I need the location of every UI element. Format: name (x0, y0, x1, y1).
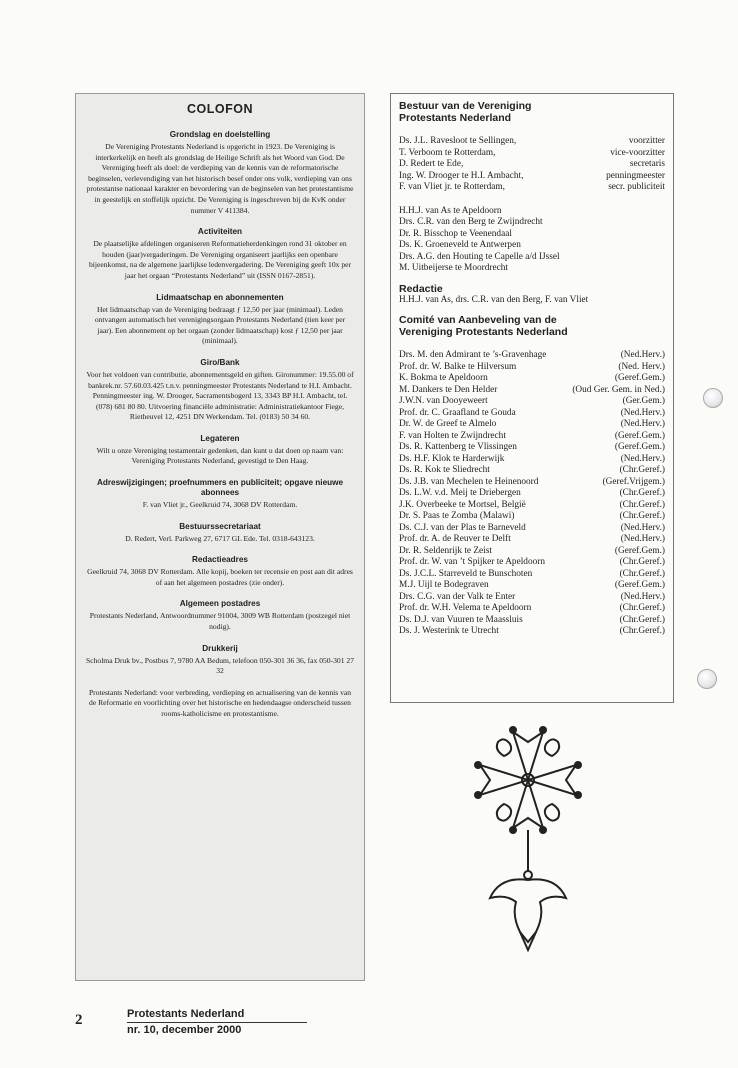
comite-row (399, 580, 665, 592)
member-item: Ds. K. Groeneveld te Antwerpen (399, 240, 521, 250)
comite-row (399, 350, 665, 362)
colofon-section (86, 522, 354, 545)
comite-church: (Chr.Geref.) (619, 499, 665, 510)
spacer (399, 194, 665, 206)
comite-church: (Ger.Gem.) (622, 396, 665, 406)
comite-row (399, 488, 665, 500)
member-item: H.H.J. van As te Apeldoorn (399, 205, 502, 216)
officer-row (399, 171, 665, 183)
comite-row (399, 557, 665, 569)
comite-church: (Geref.Gem.) (614, 580, 665, 590)
section-heading: Grondslag en doelstelling (169, 130, 271, 139)
comite-church: (Geref.Gem.) (614, 430, 665, 441)
members-list (399, 206, 665, 275)
section-text: De plaatselijke afdelingen organiseren Reformatieherdenkingen rond 31 oktober en houden (jaar)vergaderingen. De Vereniging organiseert jaarlijks een openbare bijeenkomst, na de algemene jaarlijkse ledenvergadering. De Vereniging geeft 10x per jaar het orgaan “Protestants Nederland” uit (ISSN 0167-2851). (88, 239, 352, 280)
officer-row (399, 136, 665, 148)
comite-church: (Ned.Herv.) (620, 534, 665, 544)
section-text: D. Redert, Verl. Parkweg 27, 6717 GL Ede. Tel. 0318-643123. (125, 533, 315, 543)
comite-row (399, 385, 665, 397)
officer-role: voorzitter (628, 136, 665, 146)
comite-name: Prof. dr. C. Graafland te Gouda (399, 407, 516, 418)
member-item: M. Uitbeijerse te Moordrecht (399, 263, 508, 273)
officer-role: secretaris (629, 159, 665, 169)
member-item: Drs. C.R. van den Berg te Zwijndrecht (399, 217, 543, 227)
redactie-heading: Redactie (399, 282, 443, 295)
officer-role: penningmeester (606, 170, 665, 181)
section-heading: Legateren (200, 433, 240, 443)
comite-name: F. van Holten te Zwijndrecht (399, 430, 506, 441)
comite-row (399, 373, 665, 385)
comite-church: (Geref.Gem.) (614, 545, 665, 556)
section-heading: Bestuurssecretariaat (179, 521, 261, 531)
comite-row (399, 362, 665, 374)
section-text: F. van Vliet jr., Geelkruid 74, 3068 DV Rotterdam. (142, 500, 298, 510)
comite-row (399, 465, 665, 477)
board-title-line1: Bestuur van de Vereniging (399, 100, 532, 112)
comite-church: (Ned. Herv.) (618, 361, 665, 372)
comite-church: (Geref.Gem.) (614, 373, 665, 383)
comite-church: (Chr.Geref.) (619, 511, 665, 521)
section-heading: Redactieadres (192, 555, 248, 565)
comite-row (399, 592, 665, 604)
colofon-section (86, 555, 354, 588)
comite-church: (Ned.Herv.) (620, 591, 665, 602)
comite-list (399, 350, 665, 638)
comite-row (399, 408, 665, 420)
punch-hole (697, 669, 717, 689)
comite-title-line2: Vereniging Protestants Nederland (399, 326, 568, 338)
comite-name: Ds. H.F. Klok te Harderwijk (399, 453, 505, 464)
section-text: Het lidmaatschap van de Vereniging bedraagt ƒ 12,50 per jaar (minimaal). Leden ontvangen automatisch het verenigingsorgaan Protestants Nederland (tien keer per jaar). Een abonnement op het orgaan (zonder lidmaatschap) kost ƒ 12,50 per jaar (minimaal). (94, 304, 346, 346)
colofon-section (86, 130, 354, 216)
page-number: 2 (75, 1012, 83, 1028)
comite-name: Ds. R. Kok te Sliedrecht (399, 465, 490, 475)
section-heading: Algemeen postadres (179, 599, 261, 609)
comite-church: (Chr.Geref.) (619, 614, 665, 625)
spacer (399, 124, 665, 136)
comite-name: J.K. Overbeeke te Mortsel, België (399, 499, 526, 510)
section-text: Voor het voldoen van contributie, abonnementsgeld en giften. Gironummer: 19.55.00 of bankrek.nr. 57.60.03.425 t.n.v. penningmeester Protestants Nederland te H.I. Ambacht. Penningmeester ing. W. Drooger, Sacramentsbogerd 13, 3343 BP H.I. Ambacht, tel. (078) 681 80 80. Uitvoering financiële administratie: Administratiekantoor Fiege, Rietheuvel 12, 4251 DN Werkendam. Tel. (0183) 50 34 60. (86, 369, 354, 422)
comite-row (399, 569, 665, 581)
comite-church: (Chr.Geref.) (619, 626, 665, 636)
officer-name: Ds. J.L. Ravesloot te Sellingen, (399, 136, 517, 146)
comite-name: Drs. M. den Admirant te ’s-Gravenhage (399, 350, 547, 360)
comite-church: (Chr.Geref.) (619, 568, 665, 579)
comite-church: (Chr.Geref.) (619, 603, 665, 613)
comite-name: M. Dankers te Den Helder (399, 384, 498, 395)
comite-name: Prof. dr. W. van ’t Spijker te Apeldoorn (399, 557, 545, 567)
comite-name: Prof. dr. W. Balke te Hilversum (399, 361, 517, 372)
section-heading: Adreswijzigingen; proefnummers en publiciteit; opgave nieuwe abonnees (96, 478, 344, 498)
section-text: Wilt u onze Vereniging testamentair gedenken, dan kunt u dat doen op naam van: Vereniging Protestants Nederland, gevestigd te Den Haag. (96, 445, 344, 466)
comite-name: Ds. C.J. van der Plas te Barneveld (399, 522, 526, 533)
comite-name: Dr. R. Seldenrijk te Zeist (399, 545, 492, 556)
comite-church: (Oud Ger. Gem. in Ned.) (572, 384, 665, 395)
colofon-box (75, 93, 365, 981)
officer-row (399, 148, 665, 160)
comite-row (399, 511, 665, 523)
huguenot-cross-icon (458, 710, 598, 970)
section-heading: Activiteiten (197, 227, 243, 237)
comite-name: Drs. C.G. van der Valk te Enter (399, 591, 516, 602)
board-box (390, 93, 674, 703)
board-title-line2: Protestants Nederland (399, 112, 512, 124)
footer-issue: nr. 10, december 2000 (127, 1024, 242, 1036)
comite-name: Ds. L.W. v.d. Meij te Driebergen (399, 488, 521, 498)
member-item: Drs. A.G. den Houting te Capelle a/d IJssel (399, 251, 560, 262)
redactie-text: H.H.J. van As, drs. C.R. van den Berg, F. van Vliet (399, 294, 589, 305)
comite-church: (Chr.Geref.) (619, 557, 665, 567)
comite-church: (Geref.Gem.) (614, 442, 665, 452)
comite-row (399, 431, 665, 443)
comite-row (399, 442, 665, 454)
section-heading: Lidmaatschap en abonnementen (156, 292, 284, 302)
member-item: Dr. R. Bisschop te Veenendaal (399, 228, 512, 239)
officer-name: F. van Vliet jr. te Rotterdam, (399, 182, 505, 192)
footer-title: Protestants Nederland (127, 1008, 307, 1023)
section-text: Scholma Druk bv., Postbus 7, 9780 AA Bedum, telefoon 050-301 36 36, fax 050-301 27 32 (86, 655, 355, 676)
officers-list (399, 136, 665, 194)
colofon-sections (86, 130, 354, 720)
comite-church: (Chr.Geref.) (619, 465, 665, 475)
section-text: De Vereniging Protestants Nederland is opgericht in 1923. De Vereniging is interkerkelijk en heeft als grondslag de Heilige Schrift als het Woord van God. De Vereniging heeft als doel: de verdieping van de kennis van de reformatorische beginselen, verlevendiging van het historisch besef onder ons volk, verdieping van ons protestantse nationaal karakter en bevordering van de beginselen van het protestantisme in geestelijk en stoffelijk opzicht. De Vereniging is ingeschreven bij de KvK onder nummer V 411384. (86, 142, 354, 215)
officer-name: Ing. W. Drooger te H.I. Ambacht, (399, 170, 524, 181)
comite-row (399, 615, 665, 627)
comite-name: K. Bokma te Apeldoorn (399, 373, 488, 383)
comite-name: J.W.N. van Dooyeweert (399, 396, 488, 406)
colofon-section (86, 688, 354, 720)
section-text: Geelkruid 74, 3068 DV Rotterdam. Alle kopij, boeken ter recensie en post aan dit adres of aan het algemeen postadres (zie onder). (87, 567, 353, 587)
comite-name: Prof. dr. A. de Reuver te Delft (399, 534, 511, 544)
colofon-section (86, 434, 354, 467)
colofon-section (86, 227, 354, 281)
comite-name: Dr. W. de Greef te Almelo (399, 419, 497, 429)
comite-row (399, 626, 665, 638)
colofon-section (86, 599, 354, 632)
colofon-section (86, 358, 354, 423)
comite-row (399, 500, 665, 512)
comite-row (399, 523, 665, 535)
comite-row (399, 603, 665, 615)
colofon-section (86, 293, 354, 347)
comite-church: (Ned.Herv.) (620, 350, 665, 360)
spacer (399, 306, 665, 314)
officer-row (399, 159, 665, 171)
comite-row (399, 477, 665, 489)
comite-name: Prof. dr. W.H. Velema te Apeldoorn (399, 603, 532, 613)
section-text: Protestants Nederland, Antwoordnummer 91004, 3009 WB Rotterdam (postzegel niet nodig). (89, 611, 351, 632)
comite-name: Ds. J.B. van Mechelen te Heinenoord (399, 476, 539, 487)
officer-role: vice-voorzitter (610, 147, 665, 158)
comite-title-line1: Comité van Aanbeveling van de (399, 314, 557, 326)
comite-church: (Ned.Herv.) (620, 419, 665, 429)
officer-role: secr. publiciteit (608, 182, 665, 192)
comite-row (399, 454, 665, 466)
comite-name: Dr. S. Paas te Zomba (Malawi) (399, 511, 515, 521)
colofon-section (86, 478, 354, 511)
officer-name: T. Verboom te Rotterdam, (399, 147, 496, 158)
officer-name: D. Redert te Ede, (399, 159, 464, 169)
colofon-title: COLOFON (187, 102, 253, 116)
comite-name: M.J. Uijl te Bodegraven (399, 580, 489, 590)
comite-church: (Ned.Herv.) (620, 522, 665, 533)
comite-name: Ds. D.J. van Vuuren te Maassluis (399, 614, 523, 625)
spacer (399, 275, 665, 283)
comite-row (399, 396, 665, 408)
comite-name: Ds. J. Westerink te Utrecht (399, 626, 499, 636)
section-text: Protestants Nederland: voor verbreding, verdieping en actualisering van de kennis van de Reformatie en voorlichting over het historische en hedendaagse onderscheid tussen rooms-katholicisme en protestantisme. (88, 687, 352, 718)
comite-church: (Ned.Herv.) (620, 453, 665, 464)
comite-church: (Ned.Herv.) (620, 407, 665, 418)
punch-hole (703, 388, 723, 408)
comite-row (399, 534, 665, 546)
comite-church: (Geref.Vrijgem.) (602, 476, 665, 487)
spacer (399, 338, 665, 350)
colofon-section (86, 644, 354, 677)
officer-row (399, 182, 665, 194)
comite-name: Ds. J.C.L. Starreveld te Bunschoten (399, 568, 533, 579)
comite-row (399, 546, 665, 558)
section-heading: Drukkerij (202, 643, 238, 653)
comite-row (399, 419, 665, 431)
section-heading: Giro/Bank (200, 357, 240, 367)
comite-name: Ds. R. Kattenberg te Vlissingen (399, 442, 517, 452)
comite-church: (Chr.Geref.) (619, 488, 665, 498)
